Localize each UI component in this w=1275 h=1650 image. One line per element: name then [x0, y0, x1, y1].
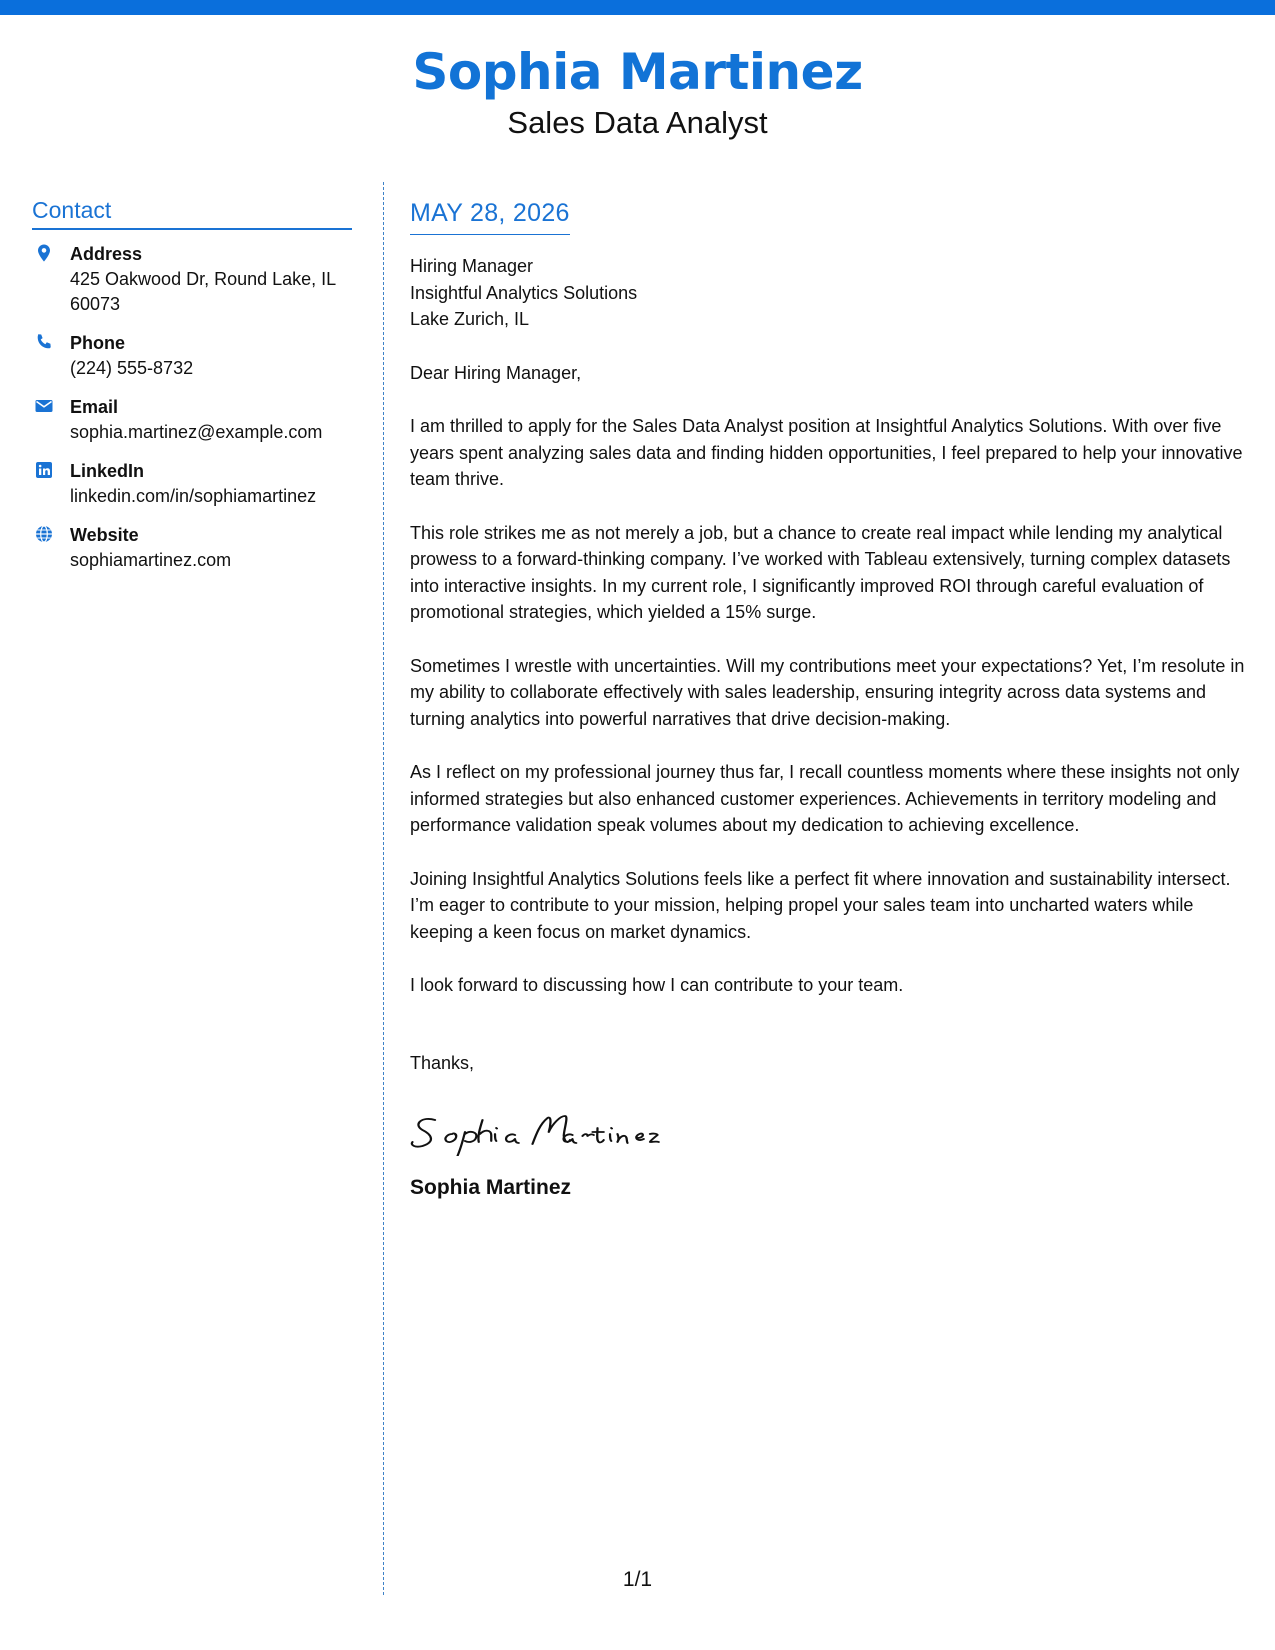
map-pin-icon	[34, 243, 54, 263]
phone-icon	[34, 332, 54, 352]
page-header	[0, 40, 1275, 142]
contact-label: Website	[70, 525, 139, 545]
contact-item-email	[32, 395, 352, 445]
recipient-line: Insightful Analytics Solutions	[410, 282, 638, 303]
contact-item-linkedin	[32, 459, 352, 509]
contact-label: LinkedIn	[70, 461, 145, 481]
signature-image	[410, 1096, 710, 1156]
recipient-block	[410, 253, 1250, 333]
signed-name: Sophia Martinez	[410, 1176, 572, 1199]
salutation: Dear Hiring Manager,	[410, 362, 582, 383]
applicant-title: Sales Data Analyst	[507, 105, 768, 140]
contact-list	[32, 242, 352, 573]
letter-body	[410, 195, 1250, 1202]
recipient-line: Hiring Manager	[410, 256, 534, 276]
contact-item-address	[32, 242, 352, 317]
top-accent-bar	[0, 0, 1275, 15]
letter-date: MAY 28, 2026	[410, 195, 570, 235]
contact-value: 425 Oakwood Dr, Round Lake, IL 60073	[70, 269, 336, 314]
letter-paragraph: As I reflect on my professional journey thus far, I recall countless moments where these insights not only informed strategies but also enhanced customer experiences. Achievements in territory modeling and performance validation speak volumes about my dedication to achieving excellence.	[410, 762, 1240, 835]
contact-value: linkedin.com/in/sophiamartinez	[70, 486, 317, 506]
letter-paragraph: Sometimes I wrestle with uncertainties. Will my contributions meet your expectations? Yet, I’m resolute in my ability to collaborate effectively with sales leadership, ensuring integrity across data systems and turning analytics into powerful narratives that drive decision-making.	[410, 655, 1245, 729]
contact-label: Email	[70, 397, 119, 417]
letter-paragraph: I look forward to discussing how I can contribute to your team.	[410, 975, 904, 995]
linkedin-icon	[34, 460, 54, 480]
handwritten-signature	[410, 1096, 1250, 1156]
contact-item-phone	[32, 331, 352, 381]
closing: Thanks,	[410, 1052, 475, 1073]
recipient-line: Lake Zurich, IL	[410, 309, 530, 329]
letter-paragraph: This role strikes me as not merely a job, but a chance to create real impact while lending my analytical prowess to a forward-thinking company. I’ve worked with Tableau extensively, turning complex datasets into interactive insights. In my current role, I significantly improved ROI through careful evaluation of promotional strategies, which yielded a 15% surge.	[410, 522, 1231, 622]
letter-paragraph: I am thrilled to apply for the Sales Data Analyst position at Insightful Analytics Solutions. With over five years spent analyzing sales data and finding hidden opportunities, I feel prepared to help your innovative team thrive.	[410, 416, 1243, 489]
contact-value: (224) 555-8732	[70, 358, 194, 378]
contact-item-website	[32, 523, 352, 573]
letter-paragraph: Joining Insightful Analytics Solutions feels like a perfect fit where innovation and sustainability intersect. I’m eager to contribute to your mission, helping propel your sales team into uncharted waters while keeping a keen focus on market dynamics.	[410, 868, 1231, 942]
contact-sidebar	[32, 195, 352, 587]
email-icon	[34, 396, 54, 416]
contact-label: Address	[70, 244, 143, 264]
contact-label: Phone	[70, 333, 126, 353]
column-divider	[383, 182, 384, 1595]
globe-icon	[34, 524, 54, 544]
contact-value: sophiamartinez.com	[70, 550, 232, 570]
contact-heading: Contact	[32, 195, 352, 230]
page-number: 1/1	[622, 1568, 653, 1591]
applicant-name: Sophia Martinez	[412, 43, 863, 101]
contact-value: sophia.martinez@example.com	[70, 422, 323, 442]
